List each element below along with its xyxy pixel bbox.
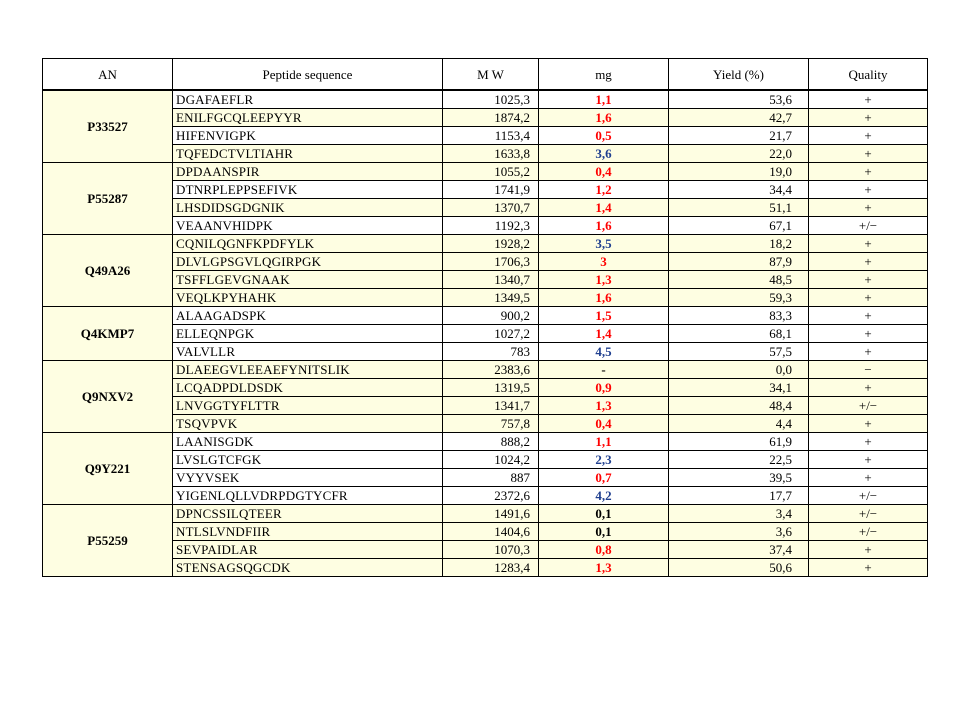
- cell-molecular-weight: 783: [443, 343, 539, 361]
- table-row: [43, 325, 928, 343]
- table-row: [43, 127, 928, 145]
- cell-yield: 87,9: [669, 253, 809, 271]
- table-body: [43, 90, 928, 577]
- cell-quality: +: [809, 433, 928, 451]
- cell-quality: +: [809, 235, 928, 253]
- table-row: [43, 217, 928, 235]
- cell-molecular-weight: 1874,2: [443, 109, 539, 127]
- cell-peptide-sequence: DPDAANSPIR: [173, 163, 443, 181]
- cell-quality: +: [809, 271, 928, 289]
- table-row: [43, 145, 928, 163]
- cell-molecular-weight: 1349,5: [443, 289, 539, 307]
- cell-yield: 42,7: [669, 109, 809, 127]
- cell-peptide-sequence: TSFFLGEVGNAAK: [173, 271, 443, 289]
- cell-peptide-sequence: LCQADPDLDSDK: [173, 379, 443, 397]
- cell-molecular-weight: 1741,9: [443, 181, 539, 199]
- table-row: [43, 307, 928, 325]
- cell-molecular-weight: 1070,3: [443, 541, 539, 559]
- cell-yield: 61,9: [669, 433, 809, 451]
- cell-quality: +: [809, 90, 928, 109]
- cell-mg: 3,5: [539, 235, 669, 253]
- cell-mg: 0,4: [539, 163, 669, 181]
- header-peptide-sequence: Peptide sequence: [173, 59, 443, 91]
- cell-peptide-sequence: LAANISGDK: [173, 433, 443, 451]
- cell-peptide-sequence: LNVGGTYFLTTR: [173, 397, 443, 415]
- table-row: [43, 343, 928, 361]
- cell-mg: 2,3: [539, 451, 669, 469]
- cell-molecular-weight: 2383,6: [443, 361, 539, 379]
- cell-yield: 67,1: [669, 217, 809, 235]
- cell-yield: 4,4: [669, 415, 809, 433]
- peptide-table: [42, 58, 928, 577]
- cell-quality: +: [809, 559, 928, 577]
- cell-peptide-sequence: VYYVSEK: [173, 469, 443, 487]
- cell-molecular-weight: 1706,3: [443, 253, 539, 271]
- cell-molecular-weight: 887: [443, 469, 539, 487]
- cell-mg: 0,9: [539, 379, 669, 397]
- cell-mg: 3,6: [539, 145, 669, 163]
- cell-yield: 3,4: [669, 505, 809, 523]
- cell-quality: +: [809, 181, 928, 199]
- table-row: [43, 523, 928, 541]
- header-yield: Yield (%): [669, 59, 809, 91]
- cell-quality: +: [809, 343, 928, 361]
- table-row: [43, 379, 928, 397]
- table-row: [43, 469, 928, 487]
- table-row: [43, 199, 928, 217]
- cell-quality: +: [809, 325, 928, 343]
- table-row: [43, 361, 928, 379]
- cell-mg: 4,2: [539, 487, 669, 505]
- cell-yield: 0,0: [669, 361, 809, 379]
- cell-peptide-sequence: VEAANVHIDPK: [173, 217, 443, 235]
- table-row: [43, 253, 928, 271]
- table-row: [43, 235, 928, 253]
- cell-yield: 83,3: [669, 307, 809, 325]
- cell-molecular-weight: 888,2: [443, 433, 539, 451]
- cell-quality: +: [809, 109, 928, 127]
- cell-molecular-weight: 1055,2: [443, 163, 539, 181]
- cell-quality: +: [809, 253, 928, 271]
- cell-mg: 1,1: [539, 433, 669, 451]
- cell-mg: 0,8: [539, 541, 669, 559]
- cell-yield: 68,1: [669, 325, 809, 343]
- cell-quality: +: [809, 451, 928, 469]
- table-row: [43, 433, 928, 451]
- cell-molecular-weight: 1027,2: [443, 325, 539, 343]
- cell-molecular-weight: 1341,7: [443, 397, 539, 415]
- cell-mg: 1,3: [539, 397, 669, 415]
- cell-molecular-weight: 1283,4: [443, 559, 539, 577]
- table-row: [43, 559, 928, 577]
- cell-mg: 1,6: [539, 217, 669, 235]
- cell-peptide-sequence: NTLSLVNDFIIR: [173, 523, 443, 541]
- header-quality: Quality: [809, 59, 928, 91]
- table-row: [43, 289, 928, 307]
- cell-quality: +: [809, 379, 928, 397]
- cell-molecular-weight: 2372,6: [443, 487, 539, 505]
- cell-peptide-sequence: ENILFGCQLEEPYYR: [173, 109, 443, 127]
- cell-peptide-sequence: DPNCSSILQTEER: [173, 505, 443, 523]
- cell-molecular-weight: 1633,8: [443, 145, 539, 163]
- cell-quality: −: [809, 361, 928, 379]
- cell-peptide-sequence: YIGENLQLLVDRPDGTYCFR: [173, 487, 443, 505]
- cell-mg: 0,1: [539, 523, 669, 541]
- cell-yield: 3,6: [669, 523, 809, 541]
- cell-yield: 37,4: [669, 541, 809, 559]
- cell-accession-number: P55259: [43, 505, 173, 577]
- cell-peptide-sequence: DLVLGPSGVLQGIRPGK: [173, 253, 443, 271]
- cell-molecular-weight: 1928,2: [443, 235, 539, 253]
- cell-accession-number: P55287: [43, 163, 173, 235]
- cell-yield: 51,1: [669, 199, 809, 217]
- cell-yield: 39,5: [669, 469, 809, 487]
- cell-mg: 1,4: [539, 199, 669, 217]
- cell-yield: 50,6: [669, 559, 809, 577]
- cell-molecular-weight: 1153,4: [443, 127, 539, 145]
- cell-peptide-sequence: VEQLKPYHAHK: [173, 289, 443, 307]
- table-row: [43, 90, 928, 109]
- cell-mg: 1,5: [539, 307, 669, 325]
- cell-mg: 3: [539, 253, 669, 271]
- cell-mg: 1,3: [539, 559, 669, 577]
- cell-quality: +: [809, 415, 928, 433]
- cell-peptide-sequence: CQNILQGNFKPDFYLK: [173, 235, 443, 253]
- cell-yield: 18,2: [669, 235, 809, 253]
- cell-quality: +: [809, 541, 928, 559]
- header-row: [43, 59, 928, 91]
- cell-yield: 34,4: [669, 181, 809, 199]
- cell-yield: 22,0: [669, 145, 809, 163]
- header-mw: M W: [443, 59, 539, 91]
- cell-peptide-sequence: TSQVPVK: [173, 415, 443, 433]
- cell-mg: 0,4: [539, 415, 669, 433]
- cell-mg: 0,5: [539, 127, 669, 145]
- cell-accession-number: P33527: [43, 90, 173, 163]
- cell-yield: 53,6: [669, 90, 809, 109]
- cell-accession-number: Q4KMP7: [43, 307, 173, 361]
- table-row: [43, 451, 928, 469]
- cell-peptide-sequence: ALAAGADSPK: [173, 307, 443, 325]
- cell-peptide-sequence: LHSDIDSGDGNIK: [173, 199, 443, 217]
- cell-peptide-sequence: SEVPAIDLAR: [173, 541, 443, 559]
- cell-peptide-sequence: VALVLLR: [173, 343, 443, 361]
- cell-molecular-weight: 757,8: [443, 415, 539, 433]
- cell-mg: 1,6: [539, 109, 669, 127]
- cell-peptide-sequence: ELLEQNPGK: [173, 325, 443, 343]
- header-an: AN: [43, 59, 173, 91]
- cell-mg: 1,3: [539, 271, 669, 289]
- cell-molecular-weight: 900,2: [443, 307, 539, 325]
- table-row: [43, 181, 928, 199]
- cell-mg: 1,1: [539, 90, 669, 109]
- cell-yield: 19,0: [669, 163, 809, 181]
- cell-accession-number: Q9Y221: [43, 433, 173, 505]
- cell-peptide-sequence: DGAFAEFLR: [173, 90, 443, 109]
- cell-molecular-weight: 1340,7: [443, 271, 539, 289]
- cell-quality: +: [809, 145, 928, 163]
- cell-mg: 4,5: [539, 343, 669, 361]
- cell-quality: +: [809, 127, 928, 145]
- cell-peptide-sequence: LVSLGTCFGK: [173, 451, 443, 469]
- cell-yield: 34,1: [669, 379, 809, 397]
- cell-yield: 57,5: [669, 343, 809, 361]
- cell-peptide-sequence: DTNRPLEPPSEFIVK: [173, 181, 443, 199]
- table-row: [43, 163, 928, 181]
- cell-accession-number: Q49A26: [43, 235, 173, 307]
- cell-molecular-weight: 1025,3: [443, 90, 539, 109]
- cell-yield: 59,3: [669, 289, 809, 307]
- cell-quality: +/−: [809, 523, 928, 541]
- cell-quality: +: [809, 469, 928, 487]
- header-mg: mg: [539, 59, 669, 91]
- table-row: [43, 397, 928, 415]
- table-row: [43, 415, 928, 433]
- table-row: [43, 541, 928, 559]
- cell-yield: 17,7: [669, 487, 809, 505]
- cell-quality: +/−: [809, 505, 928, 523]
- table-row: [43, 271, 928, 289]
- table-row: [43, 505, 928, 523]
- cell-yield: 48,4: [669, 397, 809, 415]
- cell-quality: +: [809, 199, 928, 217]
- cell-molecular-weight: 1024,2: [443, 451, 539, 469]
- cell-mg: 1,4: [539, 325, 669, 343]
- cell-quality: +/−: [809, 217, 928, 235]
- cell-molecular-weight: 1192,3: [443, 217, 539, 235]
- cell-mg: -: [539, 361, 669, 379]
- cell-peptide-sequence: DLAEEGVLEEAEFYNITSLIK: [173, 361, 443, 379]
- cell-mg: 1,6: [539, 289, 669, 307]
- cell-molecular-weight: 1491,6: [443, 505, 539, 523]
- cell-mg: 1,2: [539, 181, 669, 199]
- cell-peptide-sequence: TQFEDCTVLTIAHR: [173, 145, 443, 163]
- cell-quality: +/−: [809, 397, 928, 415]
- cell-molecular-weight: 1404,6: [443, 523, 539, 541]
- cell-yield: 22,5: [669, 451, 809, 469]
- cell-quality: +: [809, 307, 928, 325]
- table-row: [43, 487, 928, 505]
- table-row: [43, 109, 928, 127]
- cell-mg: 0,1: [539, 505, 669, 523]
- cell-quality: +: [809, 289, 928, 307]
- cell-accession-number: Q9NXV2: [43, 361, 173, 433]
- cell-peptide-sequence: HIFENVIGPK: [173, 127, 443, 145]
- cell-peptide-sequence: STENSAGSQGCDK: [173, 559, 443, 577]
- cell-quality: +/−: [809, 487, 928, 505]
- cell-mg: 0,7: [539, 469, 669, 487]
- cell-molecular-weight: 1370,7: [443, 199, 539, 217]
- cell-molecular-weight: 1319,5: [443, 379, 539, 397]
- cell-quality: +: [809, 163, 928, 181]
- cell-yield: 48,5: [669, 271, 809, 289]
- table-header: [43, 59, 928, 91]
- cell-yield: 21,7: [669, 127, 809, 145]
